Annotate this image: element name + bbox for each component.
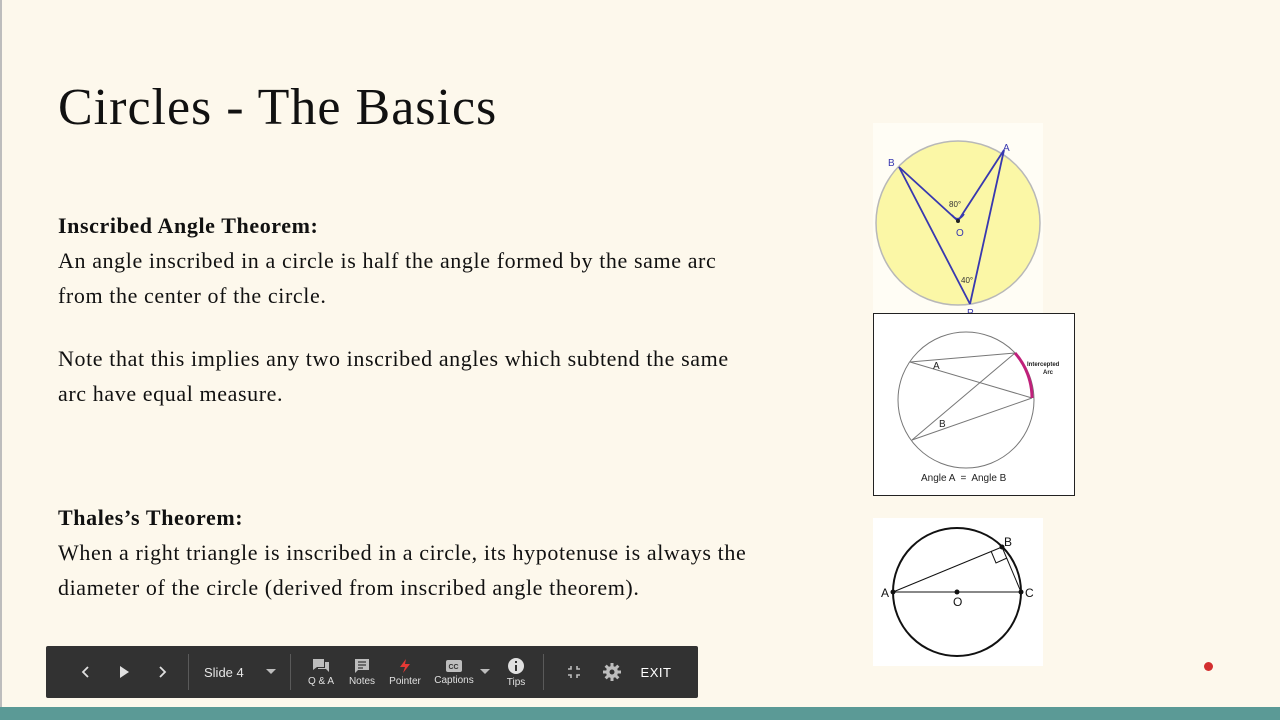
exit-fullscreen-button[interactable] (560, 646, 588, 698)
figure3-point-c (1019, 590, 1024, 595)
figure2-arc-label-1: Intercepted (1027, 362, 1060, 368)
notes-label: Notes (348, 675, 376, 687)
play-icon (118, 665, 130, 679)
next-button[interactable] (148, 646, 176, 698)
exit-button[interactable] (636, 646, 676, 698)
slide-select[interactable] (198, 646, 282, 698)
tips-button[interactable] (500, 646, 532, 698)
note-text-line1: Note that this implies any two inscribed angles which subtend the same (58, 346, 729, 371)
pointer-label: Pointer (389, 675, 421, 687)
figure1-label-o: O (956, 228, 964, 239)
figure1-label-b: B (888, 158, 895, 169)
figure2-line-4 (912, 398, 1032, 440)
inscribed-angle-text-line1: An angle inscribed in a circle is half the angle formed by the same arc (58, 248, 717, 273)
qa-button[interactable] (304, 646, 338, 698)
pointer-button[interactable] (387, 646, 423, 698)
closed-captions-icon (445, 659, 463, 673)
figure2-line-2 (910, 362, 1032, 398)
figure2-caption: Angle A = Angle B (921, 473, 1007, 484)
figure2-label-a: A (933, 361, 940, 372)
caret-down-icon (480, 669, 490, 675)
slide-select-label: Slide 4 (204, 664, 244, 680)
figure3-point-o (955, 590, 960, 595)
toolbar-divider (543, 654, 544, 690)
presenter-toolbar (46, 646, 698, 698)
figure3-label-b: B (1004, 535, 1013, 549)
gear-icon (602, 662, 622, 682)
inscribed-angle-heading: Inscribed Angle Theorem: (58, 213, 319, 238)
thales-text-line1: When a right triangle is inscribed in a circle, its hypotenuse is always the (58, 540, 747, 565)
qa-label: Q & A (307, 675, 335, 687)
thales-section (58, 500, 858, 605)
captions-options-button[interactable] (478, 646, 492, 698)
slide-title: Circles - The Basics (58, 79, 498, 136)
figure2-intercepted-arc (1015, 353, 1032, 398)
intercepted-arc-figure (873, 313, 1075, 496)
tips-label: Tips (506, 676, 526, 688)
fullscreen-exit-icon (567, 665, 581, 679)
notes-icon (354, 658, 370, 674)
inscribed-angle-figure (873, 123, 1043, 313)
figure1-angle-inscribed: 40° (961, 276, 974, 285)
exit-label: EXIT (640, 664, 672, 680)
figure3-point-a (891, 590, 896, 595)
chevron-left-icon (80, 665, 92, 679)
play-button[interactable] (110, 646, 138, 698)
thales-figure (873, 518, 1043, 666)
captions-label: Captions (434, 674, 474, 686)
figure2-line-1 (910, 353, 1015, 362)
captions-button[interactable] (432, 646, 476, 698)
figure3-label-o: O (953, 595, 963, 609)
figure1-label-a: A (1003, 143, 1010, 154)
thales-text-line2: diameter of the circle (derived from inscribed angle theorem). (58, 575, 640, 600)
settings-button[interactable] (598, 646, 626, 698)
figure2-label-b: B (939, 419, 946, 430)
svg-text:CC: CC (448, 663, 459, 671)
question-answer-icon (312, 658, 330, 674)
chevron-right-icon (156, 665, 168, 679)
info-icon (507, 657, 525, 675)
previous-button[interactable] (72, 646, 100, 698)
toolbar-divider (188, 654, 189, 690)
figure3-line-ab (893, 547, 1002, 592)
figure3-label-a: A (881, 586, 890, 600)
thales-heading: Thales’s Theorem: (58, 505, 244, 530)
figure3-line-bc (1002, 547, 1021, 592)
toolbar-divider (290, 654, 291, 690)
caret-down-icon (266, 669, 276, 675)
figure1-angle-center: 80° (949, 200, 962, 209)
figure1-center-point (956, 219, 960, 223)
recording-indicator (1204, 662, 1213, 671)
note-text-line2: arc have equal measure. (58, 381, 284, 406)
inscribed-angle-section (58, 208, 848, 313)
figure2-line-3 (912, 353, 1015, 440)
window-left-edge (0, 0, 2, 720)
laser-pointer-icon (397, 658, 413, 674)
figure2-arc-label-2: Arc (1043, 370, 1054, 376)
note-section (58, 341, 848, 411)
notes-button[interactable] (344, 646, 380, 698)
figure3-label-c: C (1025, 586, 1034, 600)
bottom-accent-bar (0, 707, 1280, 720)
inscribed-angle-text-line2: from the center of the circle. (58, 283, 327, 308)
figure2-circle (898, 332, 1034, 468)
